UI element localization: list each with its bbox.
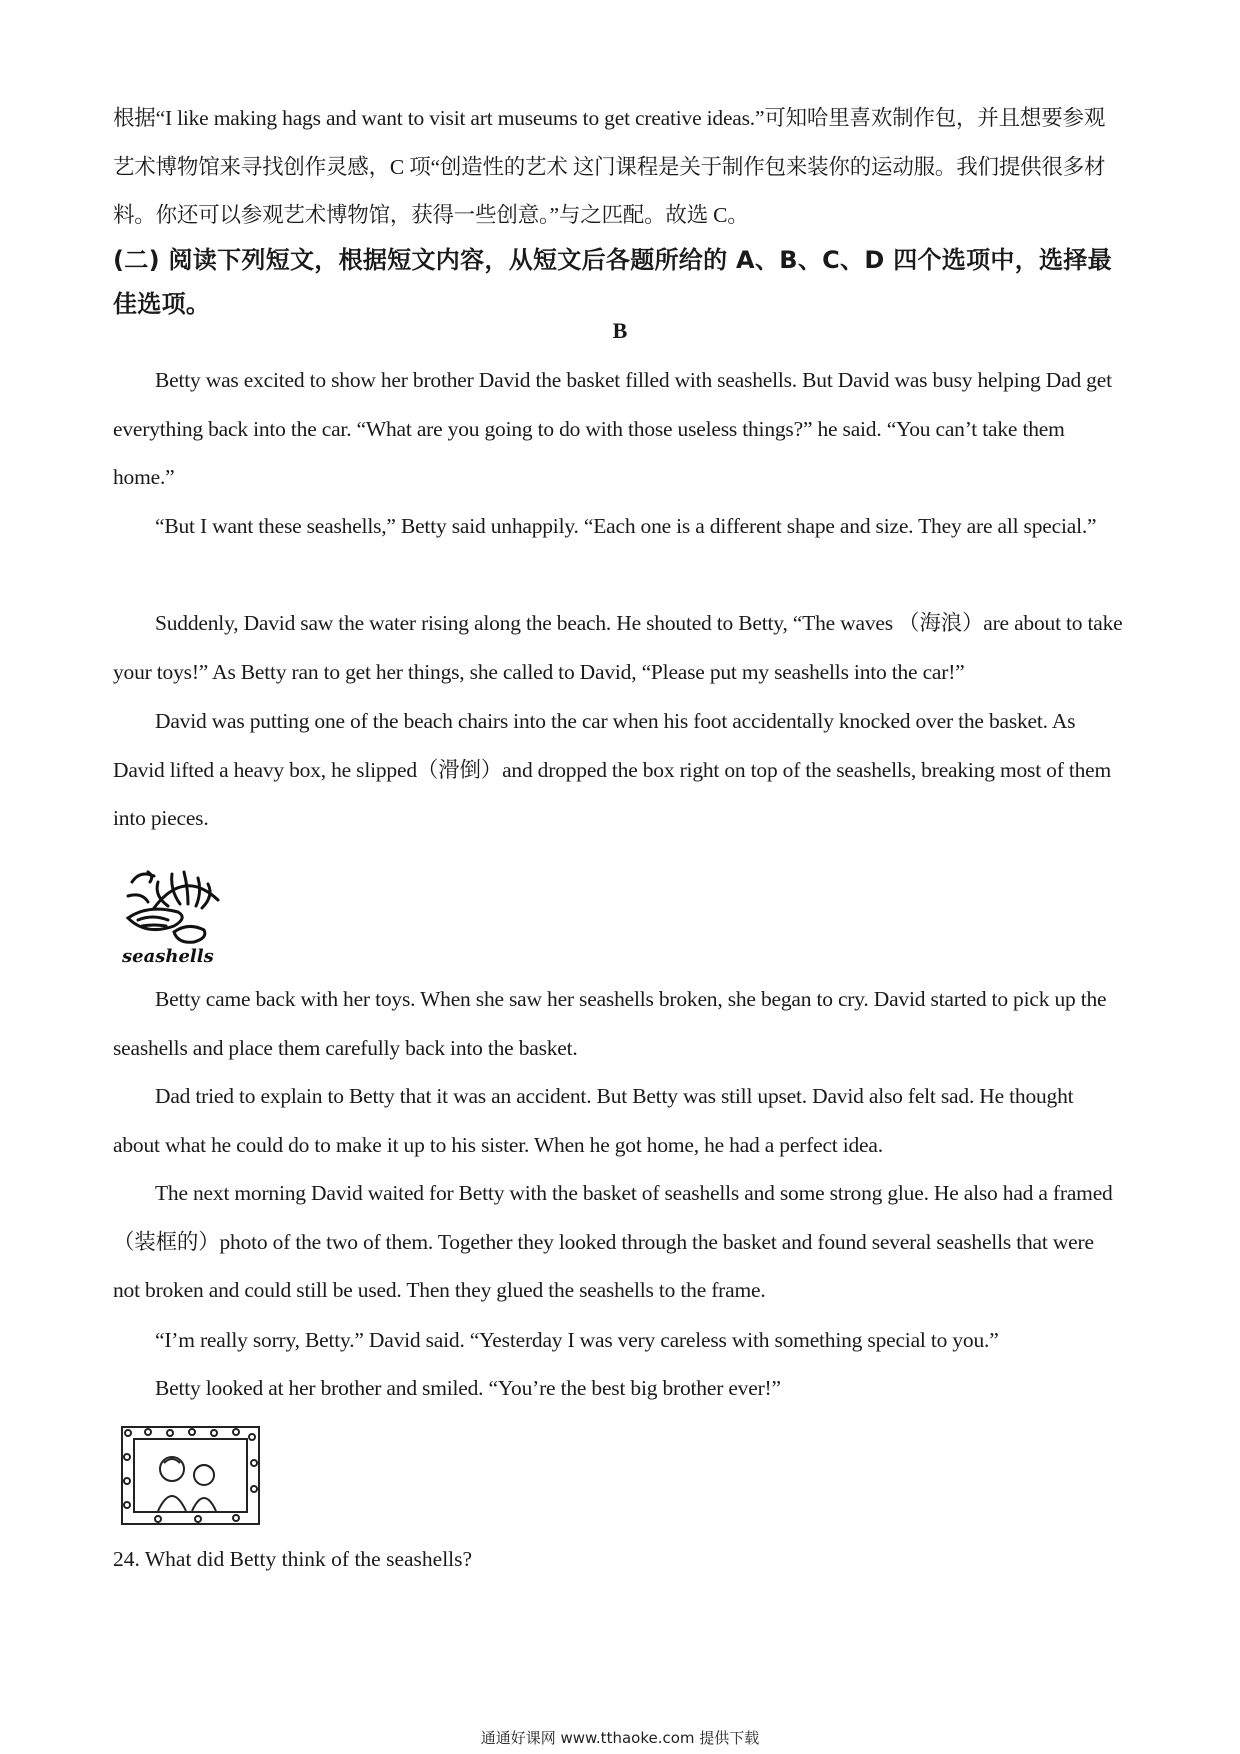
paragraph-9: Betty looked at her brother and smiled. “You’re the best big brother ever!”: [155, 1376, 781, 1400]
section-heading: (二) 阅读下列短文，根据短文内容，从短文后各题所给的 A、B、C、D 四个选项中，选择最佳选项。: [113, 246, 1112, 318]
paragraph-5: Betty came back with her toys. When she saw her seashells broken, she began to cry. David started to pick up the seashells and place them carefully back into the basket.: [113, 987, 1107, 1060]
seashells-caption: seashells: [122, 946, 214, 967]
seashells-illustration: [118, 852, 236, 970]
paragraph-6: Dad tried to explain to Betty that it was an accident. But Betty was still upset. David also felt sad. He thought about what he could do to make it up to his sister. When he got home, he had a perfect idea.: [113, 1084, 1074, 1157]
paragraph-3: Suddenly, David saw the water rising along the beach. He shouted to Betty, “The waves （海浪）are about to take your toys!” As Betty ran to get her things, she called to David, “Please put my seashells into the car!”: [113, 611, 1123, 684]
footer-watermark: 通通好课网 www.tthaoke.com 提供下载: [480, 1729, 760, 1747]
paragraph-1: Betty was excited to show her brother David the basket filled with seashells. But David was busy helping Dad get everything back into the car. “What are you going to do with those useless things?” he said. “You can’t take them home.”: [113, 368, 1112, 489]
passage-label: B: [612, 318, 628, 343]
paragraph-2: “But I want these seashells,” Betty said unhappily. “Each one is a different shape and size. They are all special.”: [155, 514, 1097, 538]
paragraph-7: The next morning David waited for Betty with the basket of seashells and some strong glue. He also had a framed（装框的）photo of the two of them. Together they looked through the basket and found several seashells that were not broken and could still be used. Then they glued the seashells to the frame.: [113, 1181, 1113, 1302]
question-24: 24. What did Betty think of the seashells?: [113, 1547, 473, 1571]
answer-explanation: 根据“I like making hags and want to visit art museums to get creative ideas.”可知哈里喜欢制作包，并且想要参观艺术博物馆来寻找创作灵感，C 项“创造性的艺术 这门课程是关于制作包来装你的运动服。我们提供很多材料。你还可以参观艺术博物馆，获得一些创意。”与之匹配。故选 C。: [113, 106, 1106, 227]
paragraph-8: “I’m really sorry, Betty.” David said. “Yesterday I was very careless with something special to you.”: [155, 1328, 999, 1352]
framed-photo-illustration: [118, 1423, 263, 1528]
paragraph-4: David was putting one of the beach chairs into the car when his foot accidentally knocked over the basket. As David lifted a heavy box, he slipped（滑倒）and dropped the box right on top of the seashells, breaking most of them into pieces.: [113, 709, 1112, 830]
